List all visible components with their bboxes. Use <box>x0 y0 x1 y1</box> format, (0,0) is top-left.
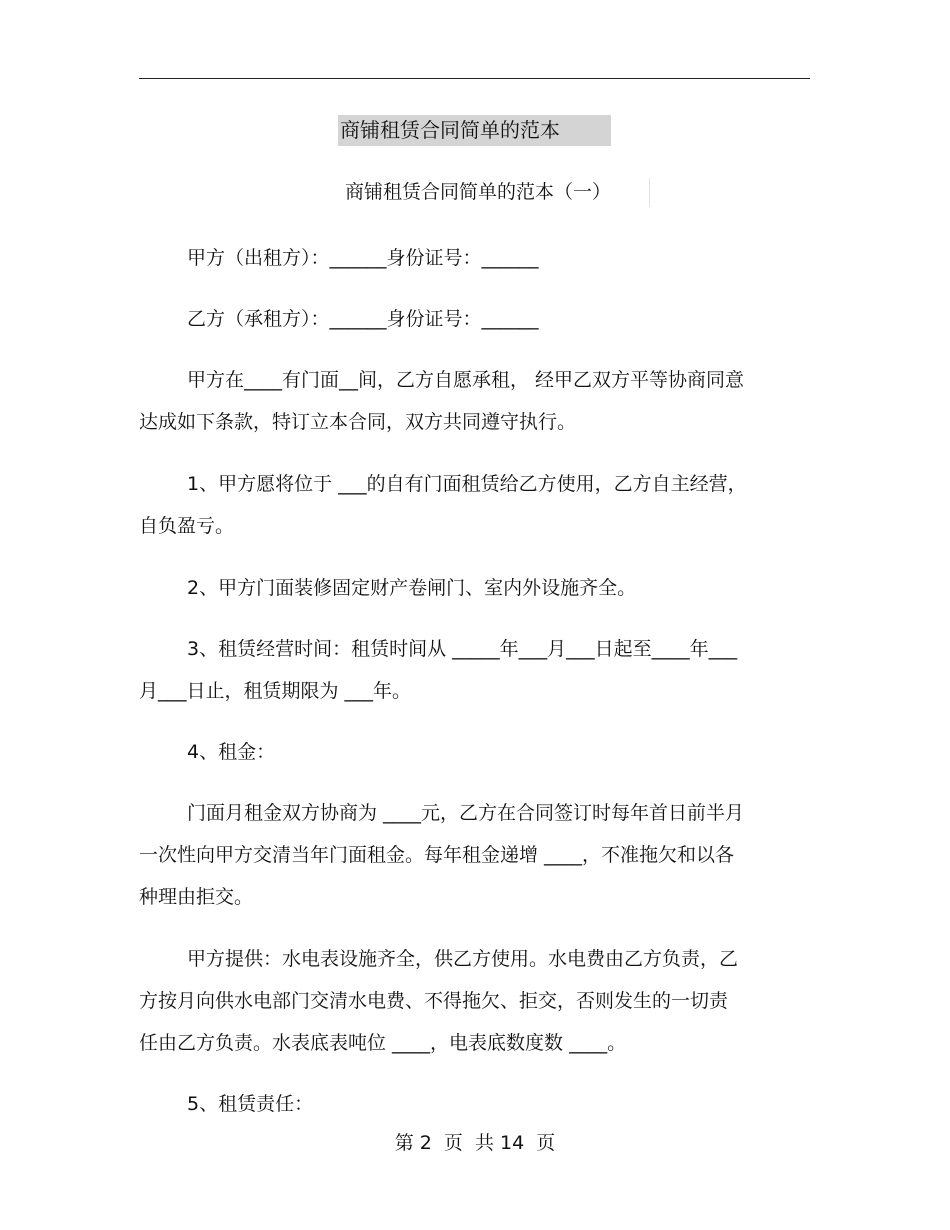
party-b-line: 乙方（承租方）：______身份证号：______ <box>187 308 539 330</box>
utilities-line-1: 甲方提供：水电表设施齐全，供乙方使用。水电费由乙方负责，乙 <box>187 948 739 970</box>
clause-4-heading: 4、租金： <box>187 741 276 763</box>
page-number-footer: 第 2 页 共 14 页 <box>394 1132 556 1154</box>
rent-line-3: 种理由拒交。 <box>139 886 254 908</box>
intro-line-1: 甲方在____有门面__间，乙方自愿承租， 经甲乙双方平等协商同意 <box>187 369 745 391</box>
clause-1-line-1: 1、甲方愿将位于 ___的自有门面租赁给乙方使用，乙方自主经营， <box>187 473 747 495</box>
utilities-line-3: 任由乙方负责。水表底表吨位 ____，电表底数度数 ____。 <box>139 1032 627 1054</box>
clause-3-line-1: 3、租赁经营时间：租赁时间从 _____年___月___日起至____年___ <box>187 638 738 660</box>
rent-line-2: 一次性向甲方交清当年门面租金。每年租金递增 ____，不准拖欠和以各 <box>139 844 735 866</box>
party-a-line: 甲方（出租方）：______身份证号：______ <box>187 247 539 269</box>
document-title: 商铺租赁合同简单的范本 <box>338 115 611 146</box>
utilities-line-2: 方按月向供水电部门交清水电费、不得拖欠、拒交，否则发生的一切责 <box>139 990 729 1012</box>
clause-1-line-2: 自负盈亏。 <box>139 515 235 537</box>
rent-line-1: 门面月租金双方协商为 ____元，乙方在合同签订时每年首日前半月 <box>187 802 745 824</box>
clause-2-line: 2、甲方门面装修固定财产卷闸门、室内外设施齐全。 <box>187 577 637 599</box>
clause-5-heading: 5、租赁责任： <box>187 1093 314 1115</box>
clause-3-line-2: 月___日止，租赁期限为 ___年。 <box>139 680 412 702</box>
intro-line-2: 达成如下条款，特订立本合同，双方共同遵守执行。 <box>139 411 577 433</box>
header-rule <box>139 78 810 79</box>
document-subtitle: 商铺租赁合同简单的范本（一） <box>341 178 650 207</box>
